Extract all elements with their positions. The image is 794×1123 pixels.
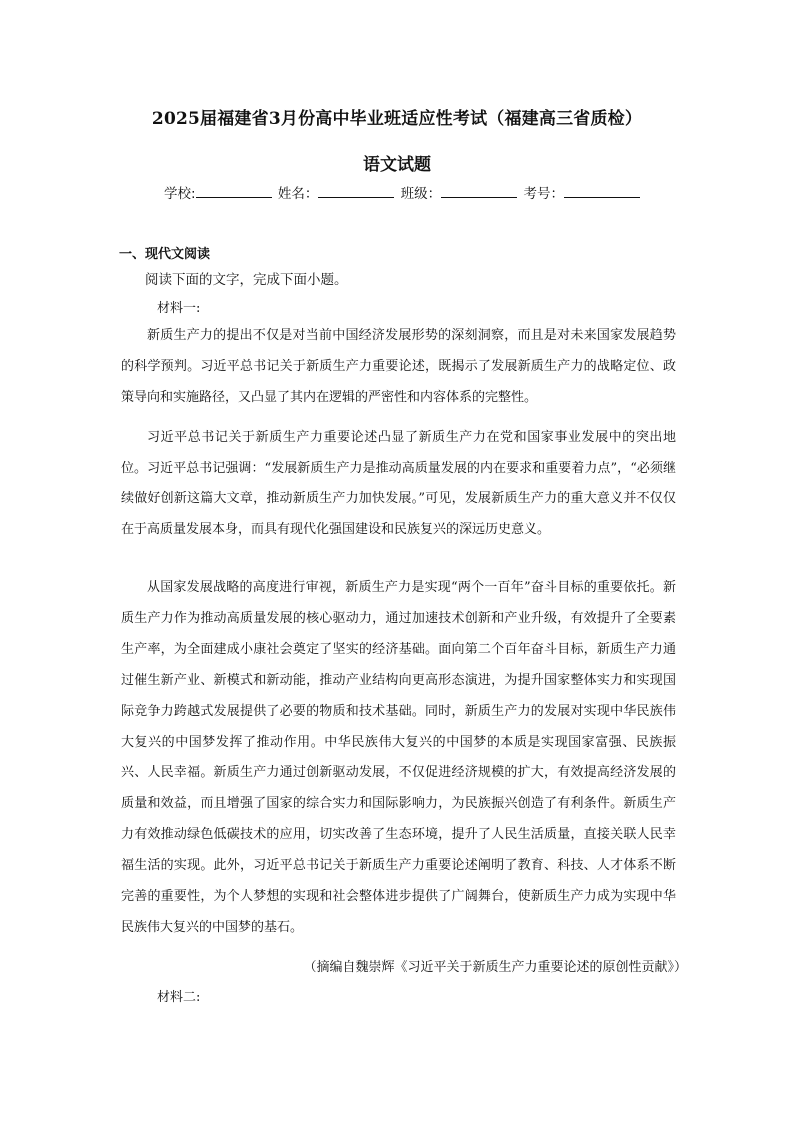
name-label: 姓名：	[277, 186, 319, 202]
exam-number-label: 考号：	[523, 186, 564, 202]
paragraph-3: 从国家发展战略的高度进行审视，新质生产力是实现“两个一百年”奋斗目标的重要依托。新质生产力作为推动高质量发展的核心驱动力，通过加速技术创新和产业升级，有效提升了全要素生产率，为全面建成小康社会奠定了坚实的经济基础。面向第二个百年奋斗目标，新质生产力通过催生新产业、新模式和新动能，推动产业结构向更高形态演进，为提升国家整体实力和实现国际竞争力跨越式发展提供了必要的物质和技术基础。同时，新质生产力的发展对实现中华民族伟大复兴的中国梦发挥了推动作用。中华民族伟大复兴的中国梦的本质是实现国家富强、民族振兴、人民幸福。新质生产力通过创新驱动发展，不仅促进经济规模的扩大，有效提高经济发展的质量和效益，而且增强了国家的综合实力和国际影响力，为民族振兴创造了有利条件。新质生产力有效推动绿色低碳技术的应用，切实改善了生态环境，提升了人民生活质量，直接关联人民幸福生活的实现。此外，习近平总书记关于新质生产力重要论述阐明了教育、科技、人才体系不断完善的重要性，为个人梦想的实现和社会整体进步提供了广阔舞台，使新质生产力成为实现中华民族伟大复兴的中国梦的基石。	[121, 580, 676, 935]
student-info-fields	[164, 182, 644, 202]
section-heading: 一、现代文阅读	[119, 247, 211, 262]
reading-instruction: 阅读下面的文字，完成下面小题。	[145, 272, 348, 288]
exam-subtitle: 语文试题	[363, 155, 431, 175]
name-blank[interactable]	[318, 185, 394, 198]
material-one-label: 材料一:	[157, 301, 201, 316]
exam-title: 2025届福建省3月份高中毕业班适应性考试（福建高三省质检）	[151, 109, 643, 129]
class-label: 班级：	[400, 186, 442, 202]
source-citation: （摘编自魏崇辉《习近平关于新质生产力重要论述的原创性贡献》）	[303, 960, 687, 975]
paragraph-1: 新质生产力的提出不仅是对当前中国经济发展形势的深刻洞察，而且是对未来国家发展趋势的科学预判。习近平总书记关于新质生产力重要论述，既揭示了发展新质生产力的战略定位、政策导向和实施路径，又凸显了其内在逻辑的严密性和内容体系的完整性。	[121, 328, 676, 405]
paragraph-2: 习近平总书记关于新质生产力重要论述凸显了新质生产力在党和国家事业发展中的突出地位。习近平总书记强调：“发展新质生产力是推动高质量发展的内在要求和重要着力点”，“必须继续做好创新这篇大文章，推动新质生产力加快发展。”可见，发展新质生产力的重大意义并不仅仅在于高质量发展本身，而具有现代化强国建设和民族复兴的深远历史意义。	[121, 430, 676, 537]
class-blank[interactable]	[441, 185, 517, 198]
material-two-label: 材料二:	[157, 990, 201, 1005]
school-blank[interactable]	[196, 185, 272, 198]
school-label: 学校:	[164, 186, 196, 202]
exam-number-blank[interactable]	[564, 185, 640, 198]
